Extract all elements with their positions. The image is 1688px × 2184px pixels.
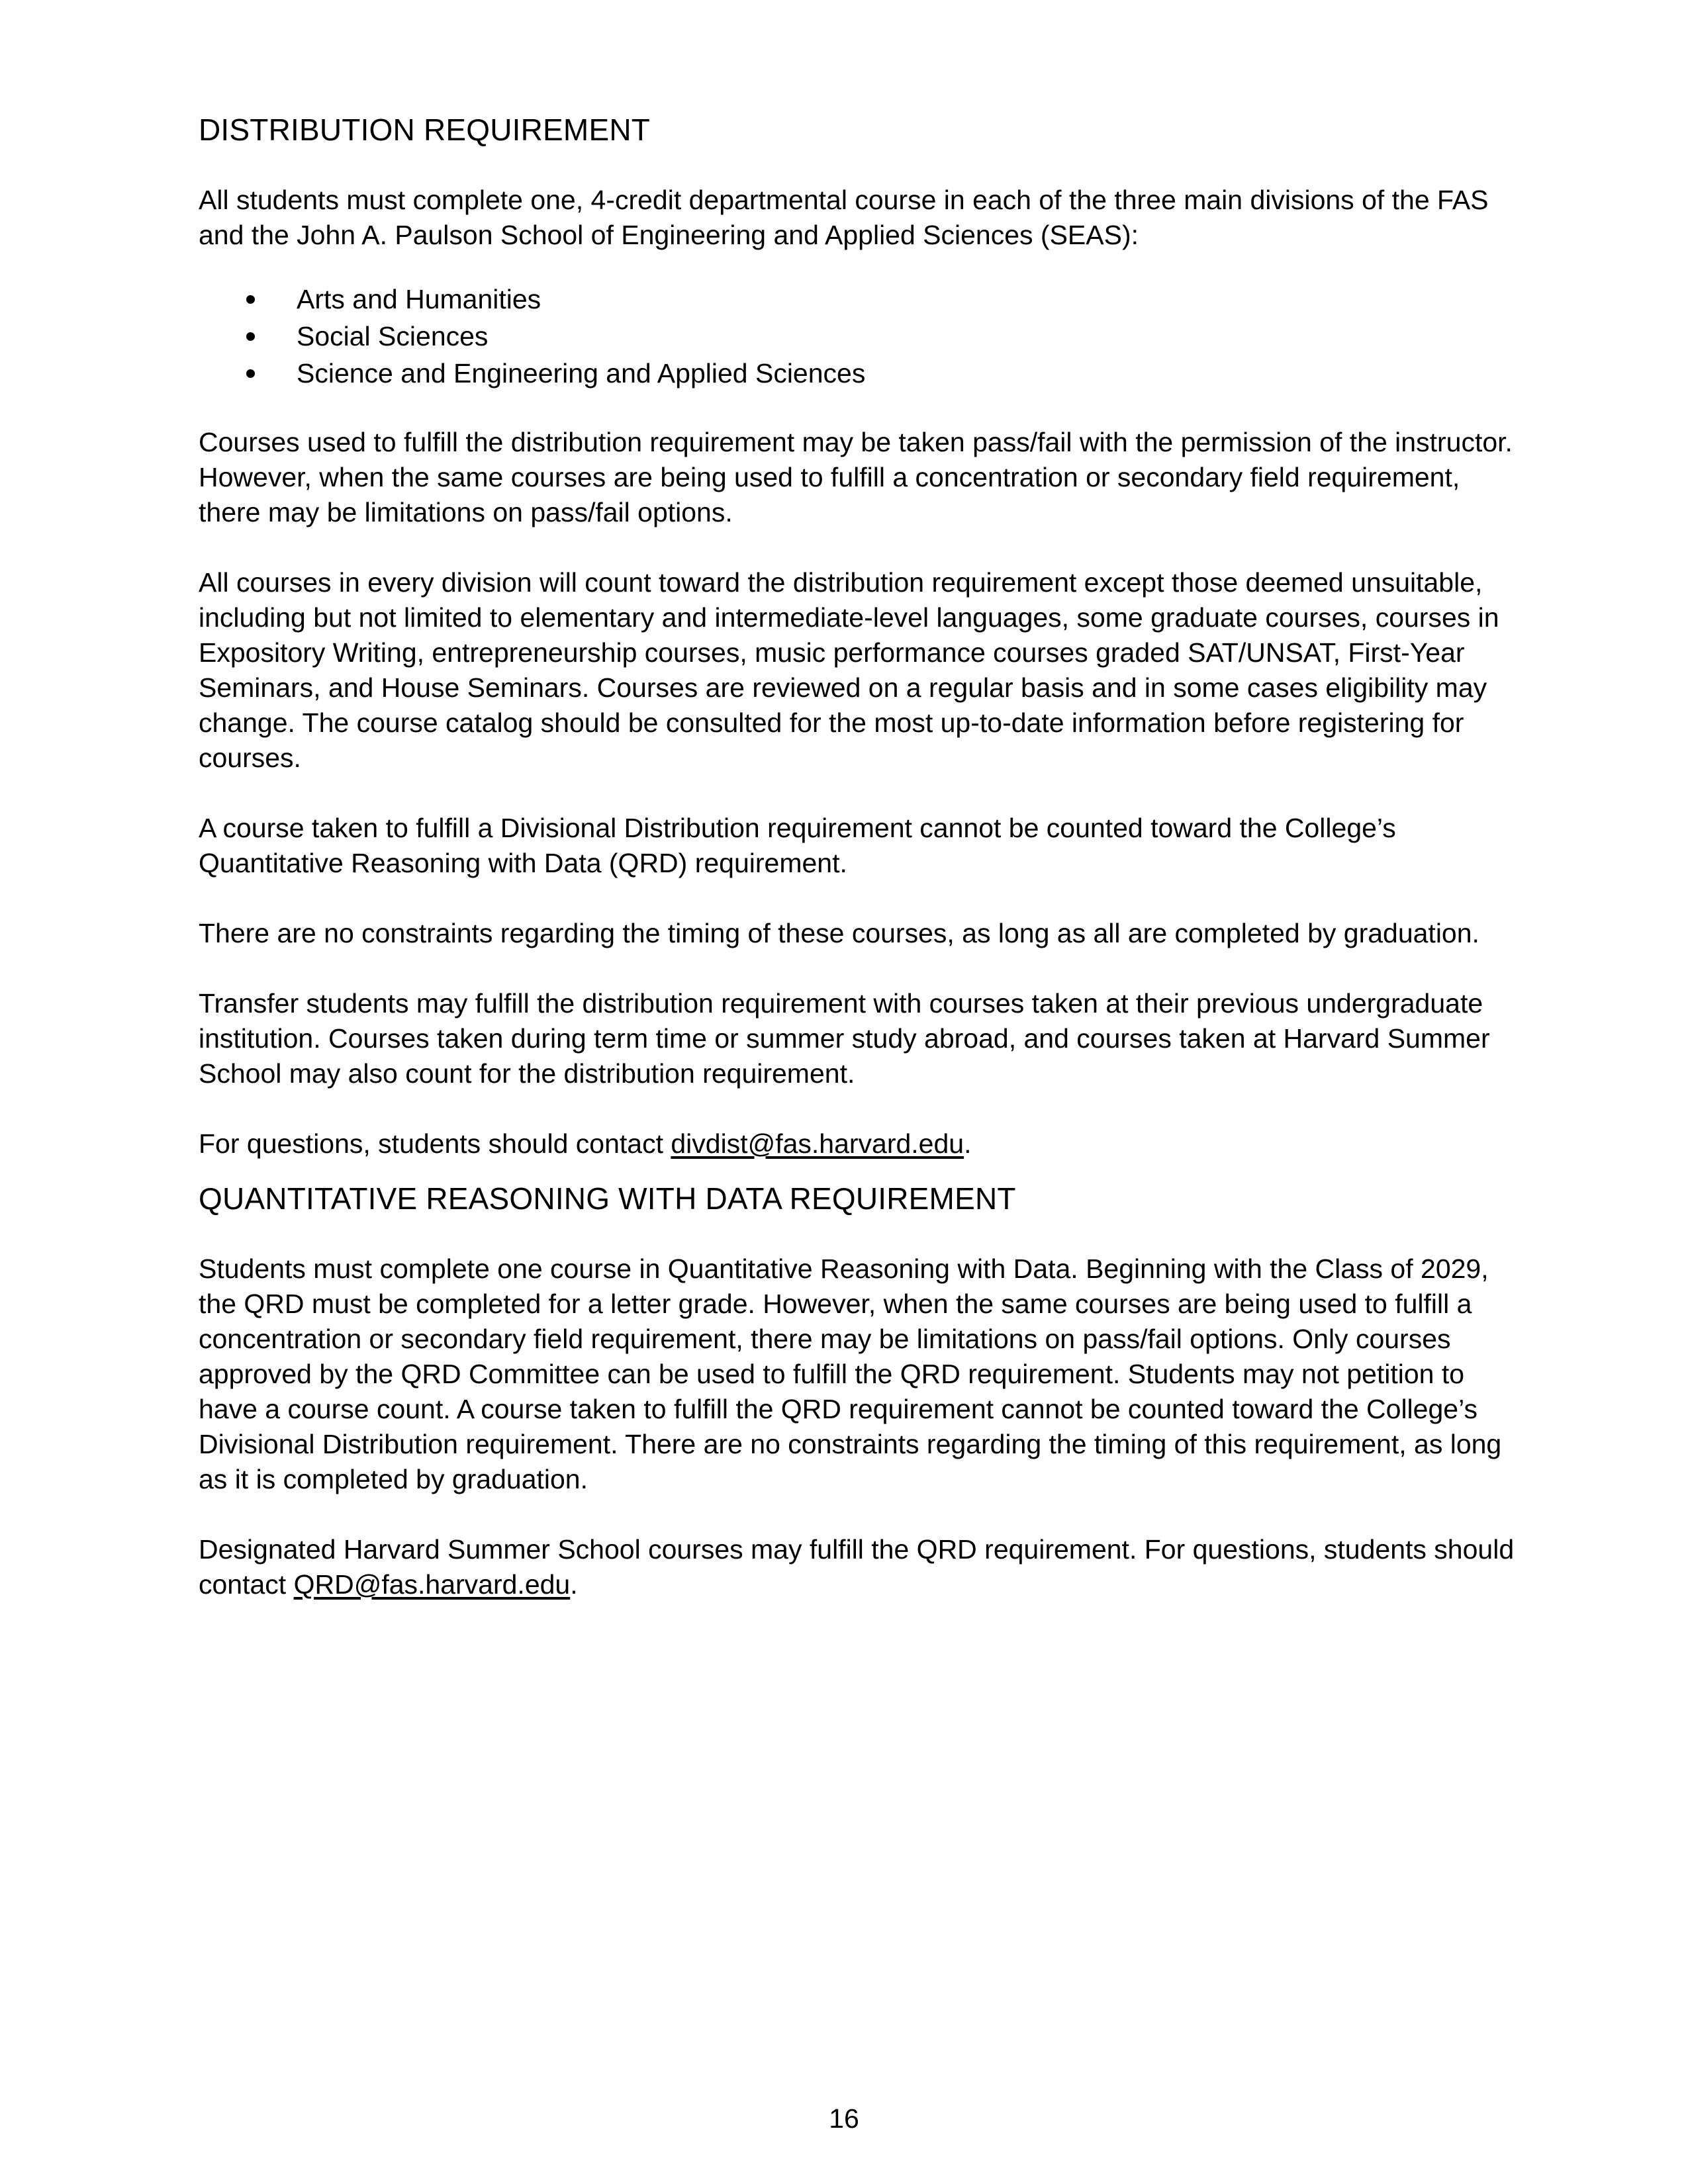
distribution-contact: [199, 1126, 1523, 1161]
page-number: 16: [829, 2103, 859, 2134]
timing-paragraph: There are no constraints regarding the timing of these courses, as long as all are completed by graduation.: [199, 918, 1479, 948]
bullet-icon: [246, 369, 255, 378]
qrd-email-link[interactable]: QRD@fas.harvard.edu: [293, 1569, 571, 1600]
division-list: [199, 281, 1523, 392]
contact-text: For questions, students should contact: [199, 1128, 671, 1159]
contact-text: Designated Harvard Summer School courses may fulfill the QRD requirement. For questions, students should contact: [199, 1534, 1515, 1600]
distribution-intro: All students must complete one, 4-credit departmental course in each of the three main divisions of the FAS and the John A. Paulson School of Engineering and Applied Sciences (SEAS):: [199, 185, 1489, 250]
distribution-heading: DISTRIBUTION REQUIREMENT: [199, 113, 651, 147]
contact-suffix: .: [964, 1128, 972, 1159]
division-item: [199, 281, 1523, 318]
division-item: [199, 355, 1523, 392]
division-label: Science and Engineering and Applied Sciences: [297, 358, 866, 388]
qrd-main-paragraph: Students must complete one course in Quantitative Reasoning with Data. Beginning with the Class of 2029, the QRD must be completed for a letter grade. However, when the same courses are being used to fulfill a concentration or secondary field requirement, there may be limitations on pass/fail options. Only courses approved by the QRD Committee can be used to fulfill the QRD requirement. Students may not petition to have a course count. A course taken to fulfill the QRD requirement cannot be counted toward the College’s Divisional Distribution requirement. There are no constraints regarding the timing of this requirement, as long as it is completed by graduation.: [199, 1253, 1502, 1494]
bullet-icon: [246, 295, 255, 304]
division-item: [199, 318, 1523, 355]
document-page: [199, 111, 1523, 1602]
divdist-email-link[interactable]: divdist@fas.harvard.edu: [671, 1128, 964, 1159]
transfer-paragraph: Transfer students may fulfill the distribution requirement with courses taken at their previous undergraduate institution. Courses taken during term time or summer study abroad, and courses taken at Harvard Summer School may also count for the distribution requirement.: [199, 988, 1490, 1089]
qrd-contact: [199, 1532, 1523, 1602]
eligible-courses-paragraph: All courses in every division will count toward the distribution requirement except those deemed unsuitable, including but not limited to elementary and intermediate-level languages, some graduate courses, courses in Expository Writing, entrepreneurship courses, music performance courses graded SAT/UNSAT, First-Year Seminars, and House Seminars. Courses are reviewed on a regular basis and in some cases eligibility may change. The course catalog should be consulted for the most up-to-date information before registering for courses.: [199, 567, 1499, 773]
qrd-exclusion-paragraph: A course taken to fulfill a Divisional Distribution requirement cannot be counted toward the College’s Quantitative Reasoning with Data (QRD) requirement.: [199, 813, 1396, 878]
qrd-heading: QUANTITATIVE REASONING WITH DATA REQUIREMENT: [199, 1181, 1016, 1216]
division-label: Social Sciences: [297, 321, 489, 351]
contact-suffix: .: [570, 1569, 578, 1600]
passfail-paragraph: Courses used to fulfill the distribution requirement may be taken pass/fail with the permission of the instructor. However, when the same courses are being used to fulfill a concentration or secondary field requirement, there may be limitations on pass/fail options.: [199, 427, 1513, 527]
bullet-icon: [246, 332, 255, 341]
division-label: Arts and Humanities: [297, 284, 541, 314]
